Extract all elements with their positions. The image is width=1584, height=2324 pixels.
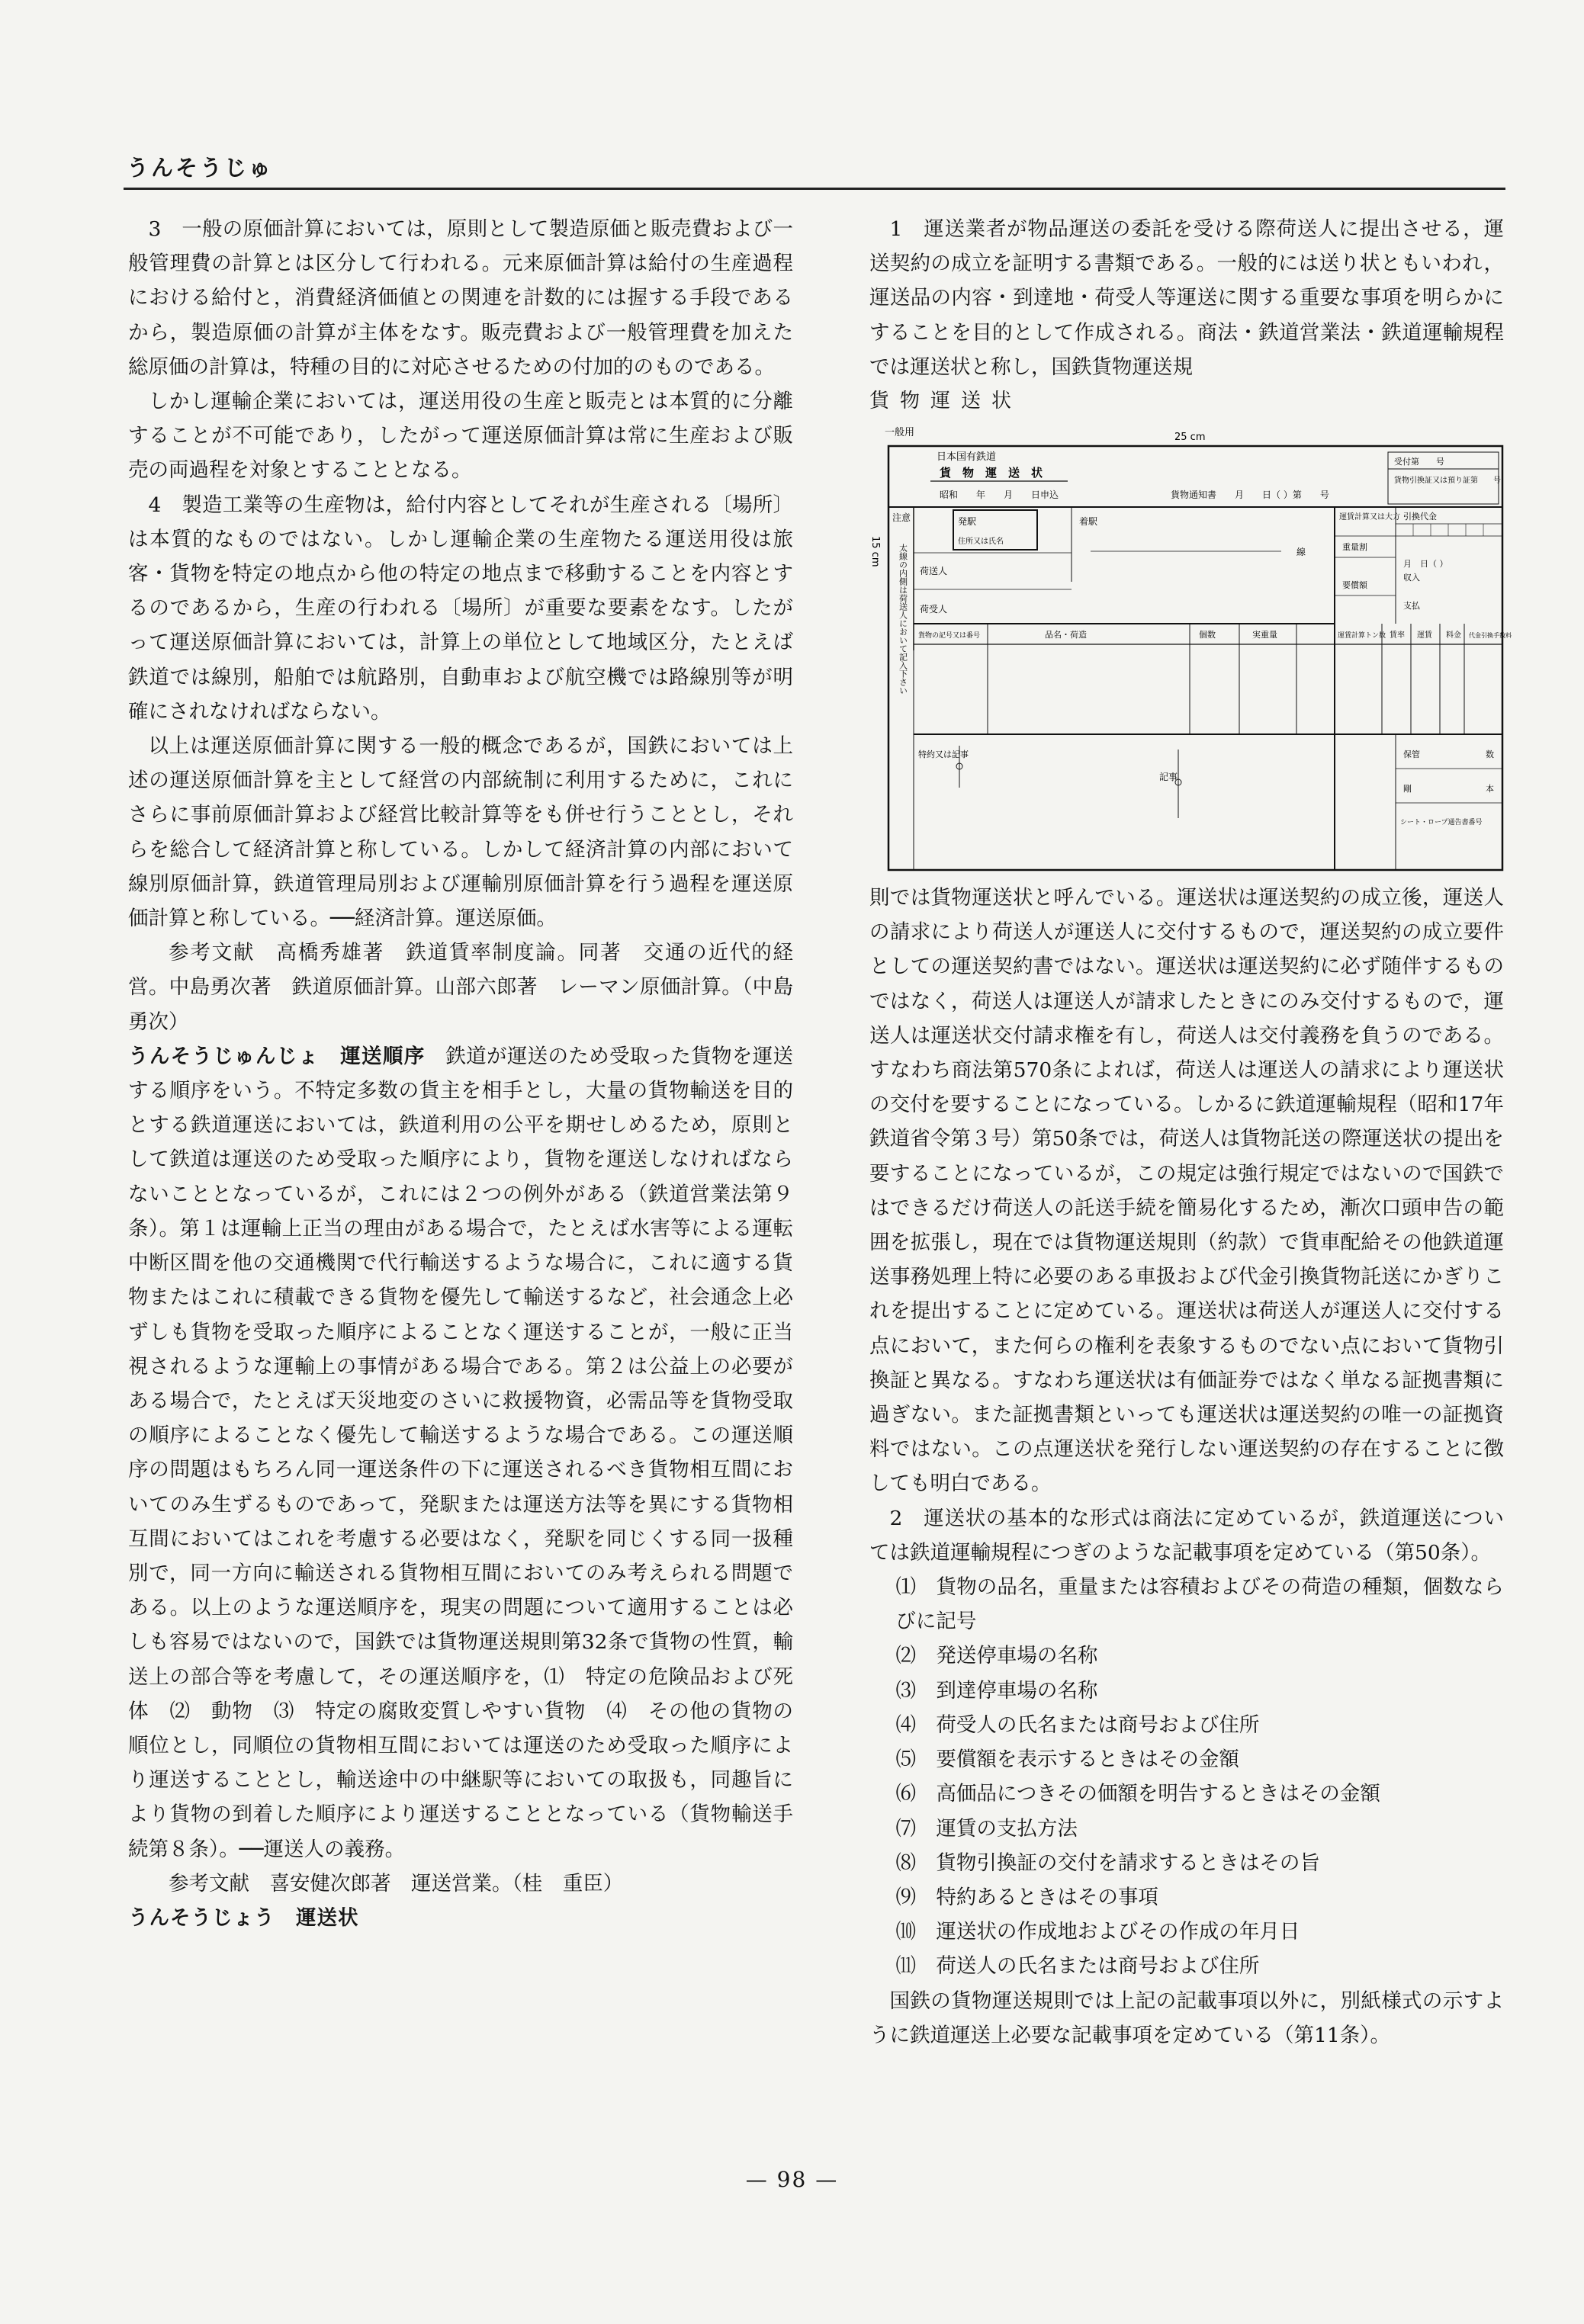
entry-heading: うんそうじゅんじょ 運送順序 (128, 1044, 426, 1068)
form-exchange: 貨物引換証又は預り証第 号 (1394, 477, 1501, 486)
figure-caption: 貨物運送状 (869, 390, 1023, 413)
form-amount: 要償額 (1342, 580, 1367, 591)
references: 参考文献 高橋秀雄著 鉄道賃率制度論。同著 交通の近代的経営。中島勇次著 鉄道原価計算。山部六郎著 レーマン原価計算。（中島勇次） (128, 941, 793, 1034)
paragraph: 3 一般の原価計算においては，原則として製造原価と販売費および一般管理費の計算とは区分して行われる。元来原価計算は給付の生産過程における給付と，消費経済価値との関連を計数的には握する手段であるから，製造原価の計算が主体をなす。販売費および一般管理費を加えた総原価の計算は，特種の目的に対応させるための付加的のものである。 (128, 217, 793, 379)
paragraph: 4 製造工業等の生産物は，給付内容としてそれが生産される〔場所〕は本質的なものではない。しかし運輸企業の生産物たる運送用役は旅客・貨物を特定の地点から他の特定の地点まで移動することを内容とするのであるから，生産の行われる〔場所〕が重要な要素をなす。したがって運送原価計算においては，計算上の単位として地域区分，たとえば鉄道では線別，船舶では航路別，自動車および航空機では路線別等が明確にされなければならない。 (128, 493, 793, 724)
running-header: うんそうじゅ (127, 155, 274, 181)
form-receipt: 受付第 号 (1394, 457, 1444, 467)
form-bottom-book: 本 (1486, 784, 1494, 794)
form-date2: 月 日（ ） (1403, 559, 1448, 570)
form-dep: 発駅 (958, 516, 977, 528)
header-rule (124, 188, 1505, 190)
list-item: ⑵ 発送停車場の名称 (895, 1644, 1098, 1668)
list-item: ⑼ 特約あるときはその事項 (895, 1885, 1158, 1909)
left-column (128, 212, 793, 1935)
right-column (869, 212, 1512, 2053)
form-receive: 収入 (1403, 573, 1420, 583)
paragraph: しかし運輸企業においては，運送用役の生産と販売とは本質的に分離することが不可能であり，したがって運送原価計算は常に生産および販売の両過程を対象とすることとなる。 (128, 390, 793, 483)
form-line: 線 (1296, 547, 1306, 558)
form-col-count: 個数 (1199, 630, 1216, 640)
form-bottom-sheet: シート・ロープ通告書番号 (1400, 819, 1483, 827)
form-fare: 運賃計算又は大方 (1339, 513, 1400, 522)
form-advance: 引換代金 (1403, 512, 1437, 522)
requirement-list (869, 1570, 1504, 1983)
page-number: — 98 — (745, 2167, 839, 2192)
form-dest: 荷受人 (920, 604, 948, 615)
form-col-rate: 賃率 (1390, 631, 1405, 640)
form-col-charge: 料金 (1446, 631, 1461, 640)
form-weight: 重量割 (1342, 542, 1367, 553)
form-note2: 記事 (1159, 772, 1178, 783)
paragraph: 以上は運送原価計算に関する一般的概念であるが，国鉄においては上述の運送原価計算を主として経営の内部統制に利用するために，これにさらに事前原価計算および経営比較計算等をも併せ行うこととし，それらを総合して経済計算と称している。しかして経済計算の内部において線別原価計算，鉄道管理局別および運輸別原価計算を行う過程を運送原価計算と称している。──経済計算。運送原価。 (128, 734, 793, 931)
form-col-ton: 運賃計算トン数 (1338, 632, 1386, 640)
form-note-col: 注意 (892, 512, 911, 524)
waybill-form (869, 422, 1512, 870)
form-top-label: 一般用 (885, 427, 915, 439)
form-side-note: 太線の内側は荷送人において記入下さい (898, 544, 908, 695)
form-date: 昭和 年 月 日申込 (940, 490, 1059, 501)
list-item: ⑻ 貨物引換証の交付を請求するときはその旨 (895, 1851, 1320, 1875)
list-item: ⑺ 運賃の支払方法 (895, 1816, 1078, 1841)
form-digit-cells (1413, 524, 1483, 536)
form-special: 特約又は記事 (918, 750, 969, 760)
paragraph: 2 運送状の基本的な形式は商法に定めているが，鉄道運送については鉄道運輸規程につぎのような記載事項を定めている（第50条）。 (869, 1506, 1504, 1565)
form-bottom-count: 数 (1486, 750, 1494, 760)
form-send-station: 着駅 (1079, 516, 1098, 528)
waybill-form-figure (869, 422, 1512, 870)
entry-heading: うんそうじょう 運送状 (128, 1905, 359, 1930)
form-notice: 貨物通知書 月 日（ ）第 号 (1171, 490, 1329, 501)
form-bottom-go: 剛 (1403, 784, 1412, 794)
list-item: ⑸ 要償額を表示するときはその金額 (895, 1748, 1239, 1772)
form-origin: 荷送人 (920, 566, 948, 577)
list-item: ⑷ 荷受人の氏名または商号および住所 (895, 1713, 1260, 1737)
references: 参考文献 喜安健次郎著 運送営業。（桂 重臣） (169, 1871, 624, 1895)
paragraph: 1 運送業者が物品運送の委託を受ける際荷送人に提出させる，運送契約の成立を証明する書類である。一般的には送り状ともいわれ，運送品の内容・到達地・荷受人等運送に関する重要な事項を明らかにすることを目的として作成される。商法・鉄道営業法・鉄道運輸規程では運送状と称し，国鉄貨物運送規 (869, 217, 1504, 379)
form-pay: 支払 (1403, 601, 1420, 611)
paragraph: 国鉄の貨物運送規則では上記の記載事項以外に，別紙様式の示すように鉄道運送上必要な記載事項を定めている（第11条）。 (869, 1989, 1504, 2047)
form-width-label: 25 cm (1174, 432, 1206, 444)
list-item: ⑶ 到達停車場の名称 (895, 1678, 1098, 1703)
list-item: ⑹ 高価品につきその価額を明告するときはその金額 (895, 1782, 1380, 1806)
form-col-item: 品名・荷造 (1045, 630, 1087, 640)
entry-unso-junjo (128, 1039, 793, 1867)
list-item: ⑾ 荷送人の氏名または商号および住所 (895, 1954, 1260, 1979)
form-col-fare: 運賃 (1417, 631, 1432, 640)
form-height-label: 15 cm (869, 536, 881, 567)
paragraph: 則では貨物運送状と呼んでいる。運送状は運送契約の成立後，運送人の請求により荷送人が運送人に交付するもので，運送契約の成立要件としての運送契約書ではない。運送状は運送契約に必ず随伴するものではなく，荷送人は運送人が請求したときにのみ交付するもので，運送人は運送状交付請求権を有し，荷送人は交付義務を負うのである。すなわち商法第570条によれば，荷送人は運送人の請求により運送状の交付を要することになっている。しかるに鉄道運輸規程（昭和17年鉄道省令第３号）第50条では，荷送人は貨物託送の際運送状の提出を要することになっているが，この規定は強行規定ではないので国鉄ではできるだけ荷送人の託送手続を簡易化するため，漸次口頭申告の範囲を拡張し，現在では貨物運送規則（約款）で貨車配給その他鉄道運送事務処理上特に必要のある車扱および代金引換貨物託送にかぎりこれを提出することに定めている。運送状は荷送人が運送人に交付する点において，また何らの権利を表象するものでない点において貨物引換証と異なる。すなわち運送状は有価証券ではなく単なる証拠書類に過ぎない。また証拠書類といっても運送状は運送契約の唯一の証拠資料ではない。この点運送状を発行しない運送契約の存在することに徴しても明白である。 (869, 886, 1504, 1496)
form-col-fee: 代金引換手数料 (1469, 632, 1512, 640)
form-title: 貨 物 運 送 状 (940, 466, 1043, 480)
entry-body: 鉄道が運送のため受取った貨物を運送する順序をいう。不特定多数の貨主を相手とし，大量の貨物輸送を目的とする鉄道運送においては，鉄道利用の公平を期せしめるため，原則として鉄道は運送のため受取った順序により，貨物を運送しなければならないこととなっているが，これには２つの例外がある（鉄道営業法第９条）。第１は運輸上正当の理由がある場合で，たとえば水害等による運転中断区間を他の交通機関で代行輸送するような場合に，これに適する貨物またはこれに積載できる貨物を優先して輸送するなど，社会通念上必ずしも貨物を受取った順序によることなく運送することが，一般に正当視されるような運輸上の事情がある場合である。第２は公益上の必要がある場合で，たとえば天災地変のさいに救援物資，必需品等を貨物受取の順序によることなく優先して輸送するような場合である。この運送順序の問題はもちろん同一運送条件の下に運送されるべき貨物相互間においてのみ生ずるものであって，発駅または運送方法等を異にする貨物相互間においてはこれを考慮する必要はなく，発駅を同じくする同一扱種別で，同一方向に輸送される貨物相互間においてのみ考えられる問題である。以上のような運送順序を，現実の問題について適用することは必しも容易ではないので，国鉄では貨物運送規則第32条で貨物の性質，輸送上の部合等を考慮して，その運送順序を，⑴ 特定の危険品および死体 ⑵ 動物 ⑶ 特定の腐敗変質しやすい貨物 ⑷ その他の貨物の順位とし，同順位の貨物相互間においては運送のため受取った順序により運送することとし，輸送途中の中継駅等においての取扱も，同趣旨により貨物の到着した順序により運送することとなっている（貨物輸送手続第８条）。──運送人の義務。 (128, 1044, 794, 1861)
form-org: 日本国有鉄道 (937, 451, 997, 464)
form-addr: 住所又は氏名 (958, 538, 1004, 547)
form-col-mark: 貨物の記号又は番号 (918, 632, 981, 640)
list-item: ⑴ 貨物の品名，重量または容積およびその荷造の種類，個数ならびに記号 (895, 1575, 1504, 1634)
list-item: ⑽ 運送状の作成地およびその作成の年月日 (895, 1920, 1300, 1944)
form-bottom-keep: 保管 (1403, 750, 1420, 760)
form-col-weight: 実重量 (1252, 630, 1277, 640)
